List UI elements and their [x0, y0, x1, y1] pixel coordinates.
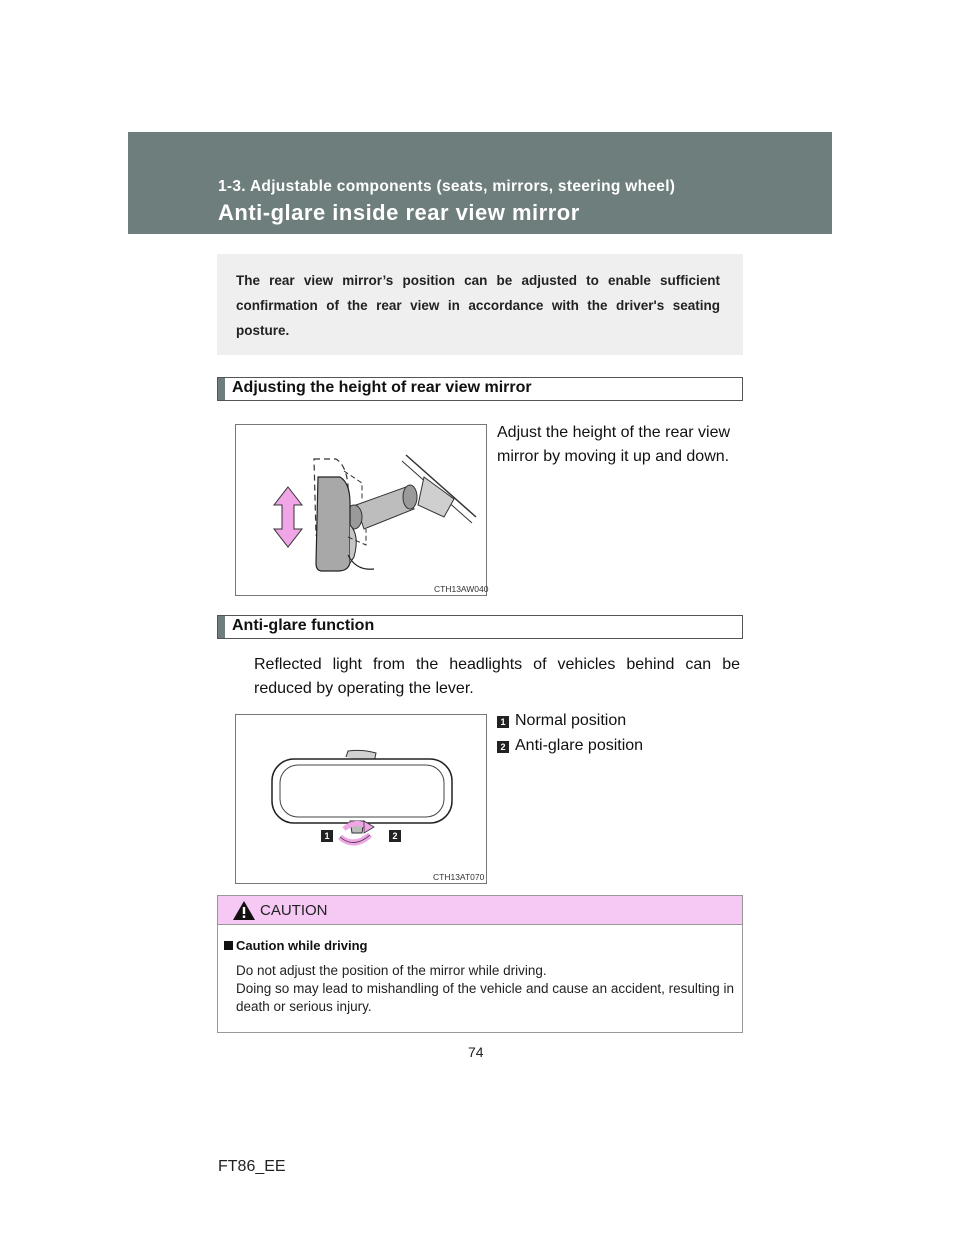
anti-glare-illustration: [236, 715, 486, 883]
subheading-text: Anti-glare function: [232, 617, 375, 634]
subheading-bar: [218, 616, 225, 638]
item-label-normal: Normal position: [515, 712, 627, 729]
section2-body: Reflected light from the headlights of vehicles behind can be reduced by operating the lever.: [254, 656, 740, 697]
square-bullet-icon: [224, 941, 233, 950]
caution-line1: Do not adjust the position of the mirror while driving.: [236, 963, 547, 978]
section-label: 1-3. Adjustable components (seats, mirrors, steering wheel): [218, 178, 676, 195]
caution-header: [218, 896, 742, 925]
page-title: Anti-glare inside rear view mirror: [218, 200, 580, 225]
section1-body-line1: Adjust the height of the rear view: [497, 424, 731, 441]
item-number-2: 2: [497, 741, 509, 753]
mirror-height-illustration: [236, 425, 489, 595]
caution-line2: Doing so may lead to mishandling of the vehicle and cause an accident, resulting in death or serious injury.: [236, 981, 734, 1014]
subheading-adjust-height: [217, 377, 743, 401]
figure-code: CTH13AW040: [434, 584, 489, 594]
anti-glare-figure: [235, 714, 487, 884]
caution-box: [217, 895, 743, 1033]
figure-number-2: 2: [389, 830, 401, 842]
page-number: 74: [468, 1044, 484, 1060]
mirror-height-figure: [235, 424, 487, 596]
subheading-anti-glare: [217, 615, 743, 639]
caution-subheading: Caution while driving: [236, 938, 368, 953]
subheading-text: Adjusting the height of rear view mirror: [232, 379, 532, 396]
doc-code: FT86_EE: [218, 1158, 286, 1175]
caution-title: CAUTION: [260, 902, 328, 919]
figure-number-1: 1: [321, 830, 333, 842]
caution-text: [236, 962, 734, 1016]
figure-code: CTH13AT070: [433, 872, 485, 882]
item-label-anti-glare: Anti-glare position: [515, 737, 644, 754]
item-number-1: 1: [497, 716, 509, 728]
subheading-bar: [218, 378, 225, 400]
warning-icon: [232, 900, 256, 921]
section1-body-line2: mirror by moving it up and down.: [497, 448, 730, 465]
intro-text: The rear view mirror’s position can be adjusted to enable sufficient confirmation of the rear view in accordance with the driver's seating posture.: [236, 273, 720, 338]
